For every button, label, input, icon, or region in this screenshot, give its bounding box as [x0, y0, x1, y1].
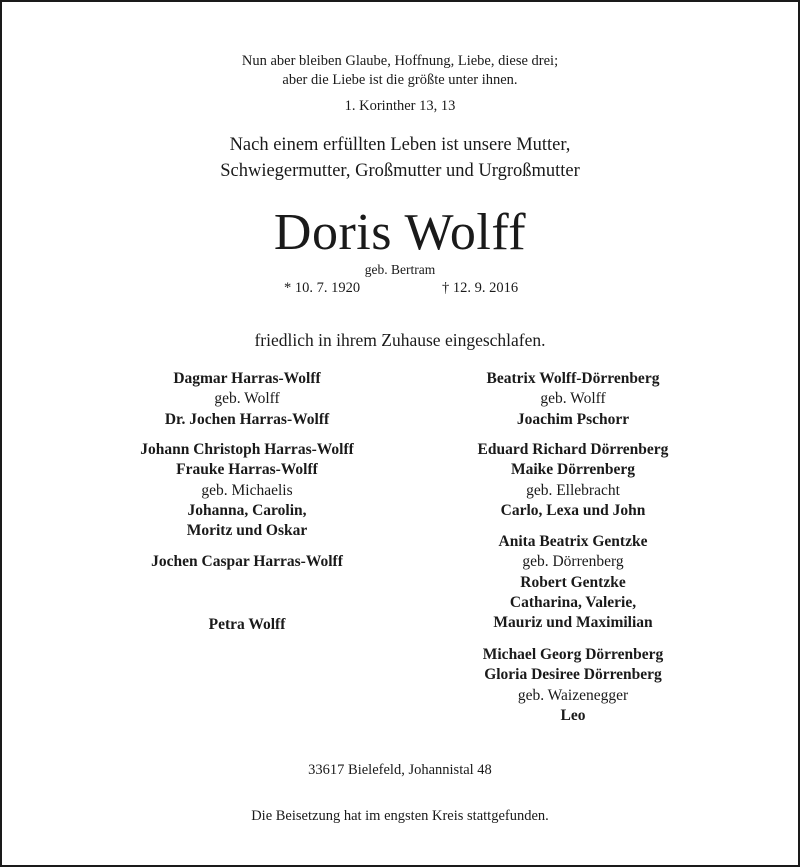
mourner-group — [433, 645, 713, 726]
verse-reference: 1. Korinther 13, 13 — [344, 98, 456, 114]
mourner-maiden-name: geb. Dörrenberg — [522, 553, 624, 571]
mourner-name: Frauke Harras-Wolff — [176, 461, 318, 479]
mourner-name: Gloria Desiree Dörrenberg — [484, 666, 662, 684]
mourner-name: Petra Wolff — [208, 616, 286, 633]
intro-line-2: Schwiegermutter, Großmutter und Urgroßmutter — [220, 161, 580, 181]
mourner-name: Maike Dörrenberg — [510, 461, 636, 479]
mourner-maiden-name: geb. Wolff — [540, 390, 606, 408]
mourner-name: Anita Beatrix Gentzke — [498, 533, 648, 550]
death-date: † 12. 9. 2016 — [442, 280, 519, 296]
mourner-name: Carlo, Lexa und John — [500, 501, 646, 519]
mourner-group — [107, 552, 387, 572]
mourner-name: Dagmar Harras-Wolff — [173, 370, 321, 387]
mourner-group — [107, 369, 387, 430]
mourner-group — [107, 440, 387, 541]
mourner-name: Joachim Pschorr — [516, 410, 630, 428]
mourner-name: Johanna, Carolin, — [187, 501, 307, 519]
mourner-name: Beatrix Wolff-Dörrenberg — [486, 370, 660, 387]
mourner-maiden-name: geb. Waizenegger — [517, 686, 629, 704]
mourner-group — [433, 440, 713, 521]
passing-text: friedlich in ihrem Zuhause eingeschlafen. — [254, 330, 546, 350]
intro-text — [2, 132, 798, 184]
birth-date: * 10. 7. 1920 — [284, 280, 361, 296]
burial-note: Die Beisetzung hat im engsten Kreis stattgefunden. — [251, 808, 549, 824]
mourner-group — [433, 532, 713, 633]
mourner-maiden-name: geb. Wolff — [214, 390, 280, 408]
mourner-maiden-name: geb. Michaelis — [201, 481, 293, 499]
life-dates — [2, 280, 798, 300]
mourner-maiden-name: geb. Ellebracht — [526, 481, 620, 499]
mourner-name: Johann Christoph Harras-Wolff — [140, 441, 354, 458]
verse-line-2: aber die Liebe ist die größte unter ihnen. — [282, 72, 518, 88]
mourner-group — [107, 615, 387, 635]
mourner-name: Jochen Caspar Harras-Wolff — [151, 553, 343, 570]
mourner-name: Leo — [560, 706, 586, 724]
bible-verse — [2, 52, 798, 90]
mourner-name: Robert Gentzke — [520, 573, 626, 591]
mourner-name: Eduard Richard Dörrenberg — [477, 441, 669, 458]
maiden-name: geb. Bertram — [364, 262, 436, 277]
mourner-group — [433, 369, 713, 430]
deceased-name: Doris Wolff — [273, 204, 527, 261]
intro-line-1: Nach einem erfüllten Leben ist unsere Mutter, — [229, 135, 571, 155]
mourner-name: Mauriz und Maximilian — [493, 614, 653, 632]
mourner-name: Moritz und Oskar — [186, 522, 308, 540]
verse-line-1: Nun aber bleiben Glaube, Hoffnung, Liebe, diese drei; — [241, 53, 559, 69]
mourner-name: Catharina, Valerie, — [509, 593, 637, 611]
family-address: 33617 Bielefeld, Johannistal 48 — [308, 762, 492, 778]
mourner-name: Dr. Jochen Harras-Wolff — [164, 410, 330, 428]
mourner-name: Michael Georg Dörrenberg — [482, 646, 664, 663]
